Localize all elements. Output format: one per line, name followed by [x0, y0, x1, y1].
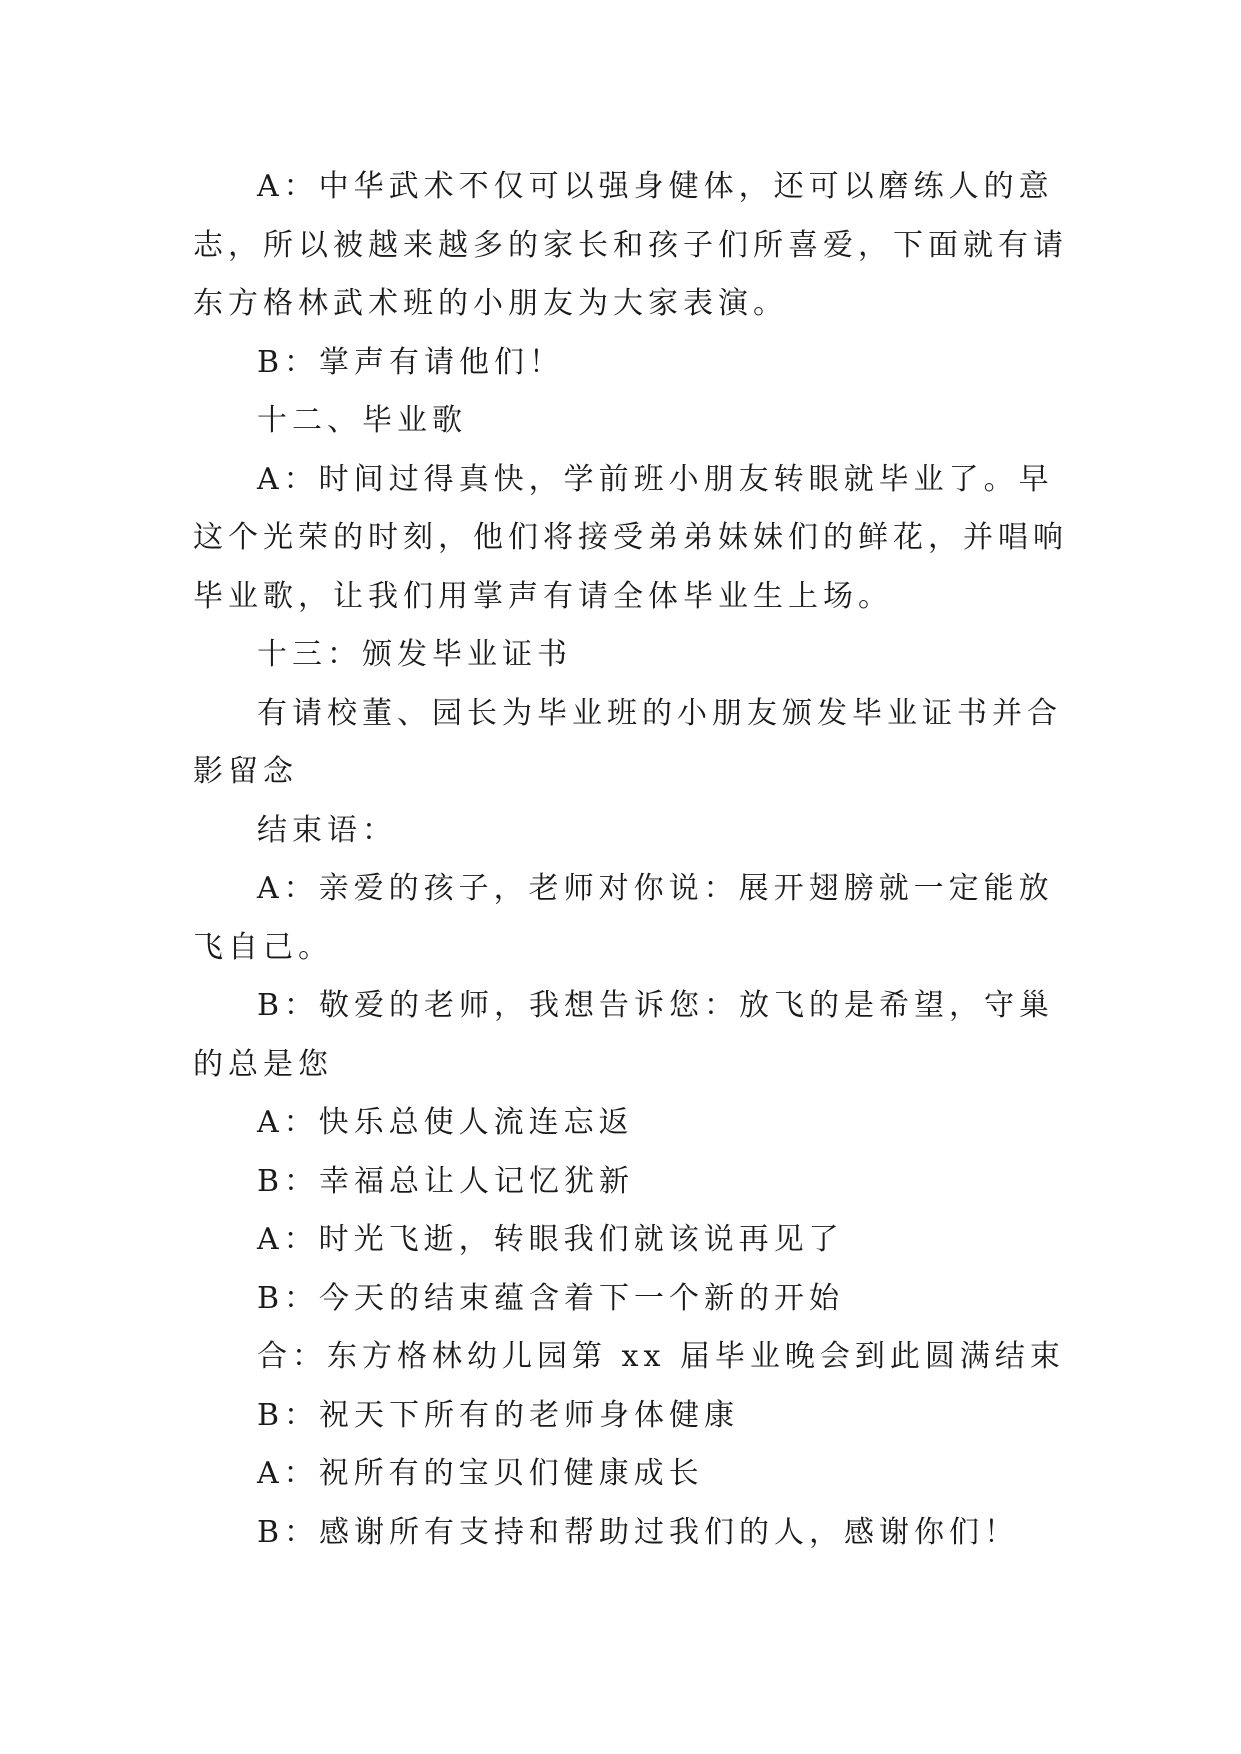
- paragraph: A：时间过得真快，学前班小朋友转眼就毕业了。早这个光荣的时刻，他们将接受弟弟妹妹们的鲜花，并唱响毕业歌，让我们用掌声有请全体毕业生上场。: [193, 461, 1068, 614]
- section-heading: 结束语：: [257, 812, 397, 848]
- paragraph: 合：东方格林幼儿园第 xx 届毕业晚会到此圆满结束: [257, 1339, 1065, 1374]
- paragraph: B：掌声有请他们！: [257, 344, 565, 380]
- section-heading: 十二、毕业歌: [257, 403, 467, 438]
- paragraph: A：时光飞逝，转眼我们就该说再见了: [257, 1222, 844, 1257]
- paragraph: A：祝所有的宝贝们健康成长: [257, 1456, 704, 1491]
- paragraph: A：快乐总使人流连忘返: [257, 1105, 634, 1140]
- paragraph: B：今天的结束蕴含着下一个新的开始: [257, 1280, 845, 1316]
- paragraph: B：敬爱的老师，我想告诉您：放飞的是希望，守巢的总是您: [193, 988, 1055, 1082]
- paragraph: B：祝天下所有的老师身体健康: [257, 1397, 740, 1433]
- paragraph: A：中华武术不仅可以强身健体，还可以磨练人的意志，所以被越来越多的家长和孩子们所喜爱，下面就有请东方格林武术班的小朋友为大家表演。: [193, 169, 1068, 321]
- section-heading: 十三：颁发毕业证书: [257, 637, 572, 672]
- paragraph: B：幸福总让人记忆犹新: [257, 1163, 635, 1199]
- paragraph: 有请校董、园长为毕业班的小朋友颁发毕业证书并合影留念: [193, 695, 1062, 789]
- paragraph: A：亲爱的孩子，老师对你说：展开翅膀就一定能放飞自己。: [193, 871, 1054, 965]
- paragraph: B：感谢所有支持和帮助过我们的人，感谢你们！: [257, 1514, 1020, 1550]
- document-body: [193, 158, 1073, 1562]
